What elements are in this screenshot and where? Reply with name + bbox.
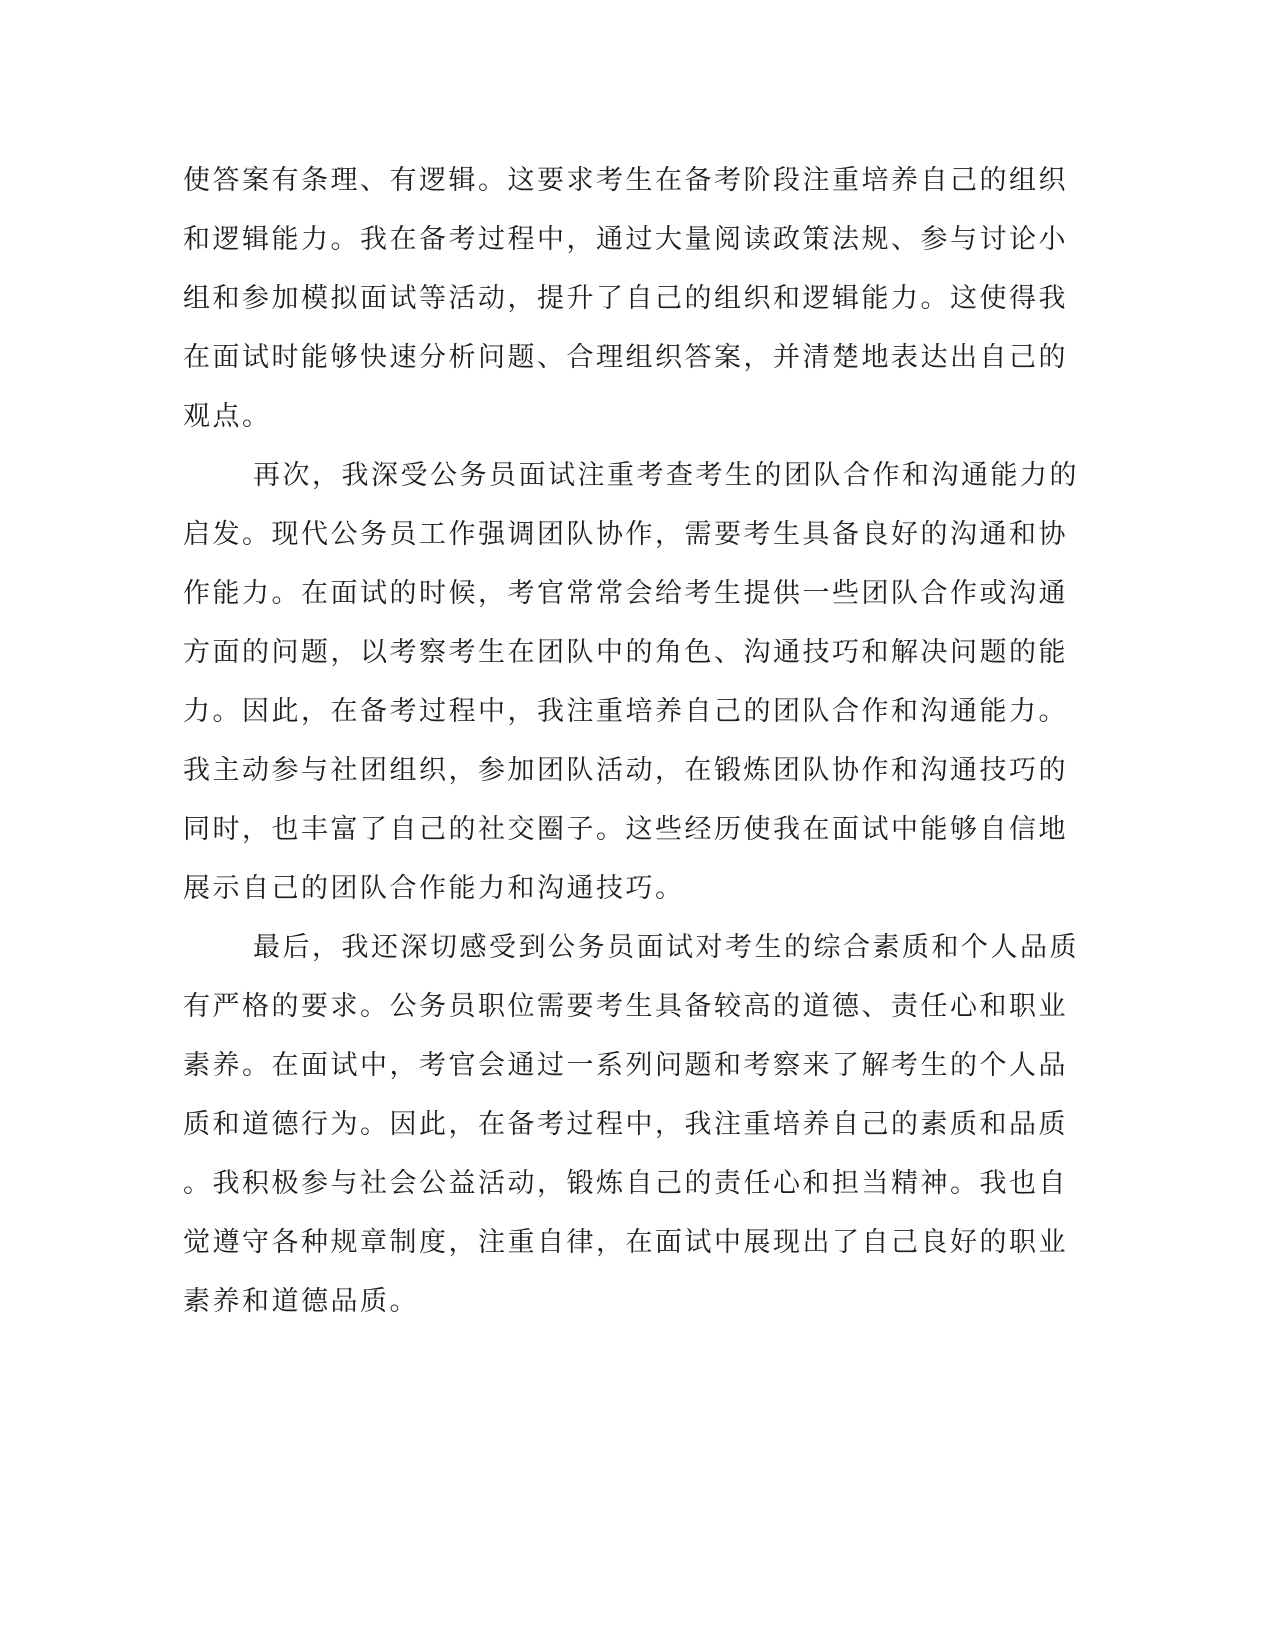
paragraph-3-line: 觉遵守各种规章制度，注重自律，在面试中展现出了自己良好的职业 bbox=[183, 1227, 1068, 1258]
paragraph-2-line: 力。因此，在备考过程中，我注重培养自己的团队合作和沟通能力。 bbox=[183, 696, 1068, 727]
paragraph-1-line: 使答案有条理、有逻辑。这要求考生在备考阶段注重培养自己的组织 bbox=[183, 165, 1068, 196]
paragraph-1-line: 在面试时能够快速分析问题、合理组织答案，并清楚地表达出自己的 bbox=[183, 342, 1068, 373]
paragraph-1-line: 观点。 bbox=[183, 401, 272, 432]
paragraph-1-line: 和逻辑能力。我在备考过程中，通过大量阅读政策法规、参与讨论小 bbox=[183, 224, 1068, 255]
paragraph-3-line: 素养。在面试中，考官会通过一系列问题和考察来了解考生的个人品 bbox=[183, 1050, 1068, 1081]
paragraph-3-first-line: 最后，我还深切感受到公务员面试对考生的综合素质和个人品质 bbox=[253, 932, 1079, 963]
paragraph-2-line: 启发。现代公务员工作强调团队协作，需要考生具备良好的沟通和协 bbox=[183, 519, 1068, 550]
paragraph-3-line: 素养和道德品质。 bbox=[183, 1286, 419, 1317]
paragraph-2-first-line: 再次，我深受公务员面试注重考查考生的团队合作和沟通能力的 bbox=[253, 460, 1079, 491]
paragraph-2-line: 展示自己的团队合作能力和沟通技巧。 bbox=[183, 873, 685, 904]
paragraph-2-line: 我主动参与社团组织，参加团队活动，在锻炼团队协作和沟通技巧的 bbox=[183, 755, 1068, 786]
document-body bbox=[183, 151, 1079, 1331]
paragraph-3-line: 。我积极参与社会公益活动，锻炼自己的责任心和担当精神。我也自 bbox=[183, 1168, 1068, 1199]
paragraph-3-line: 有严格的要求。公务员职位需要考生具备较高的道德、责任心和职业 bbox=[183, 991, 1068, 1022]
paragraph-2-line: 作能力。在面试的时候，考官常常会给考生提供一些团队合作或沟通 bbox=[183, 578, 1068, 609]
paragraph-1-line: 组和参加模拟面试等活动，提升了自己的组织和逻辑能力。这使得我 bbox=[183, 283, 1068, 314]
paragraph-3-line: 质和道德行为。因此，在备考过程中，我注重培养自己的素质和品质 bbox=[183, 1109, 1068, 1140]
paragraph-2-line: 同时，也丰富了自己的社交圈子。这些经历使我在面试中能够自信地 bbox=[183, 814, 1068, 845]
paragraph-2-line: 方面的问题，以考察考生在团队中的角色、沟通技巧和解决问题的能 bbox=[183, 637, 1068, 668]
